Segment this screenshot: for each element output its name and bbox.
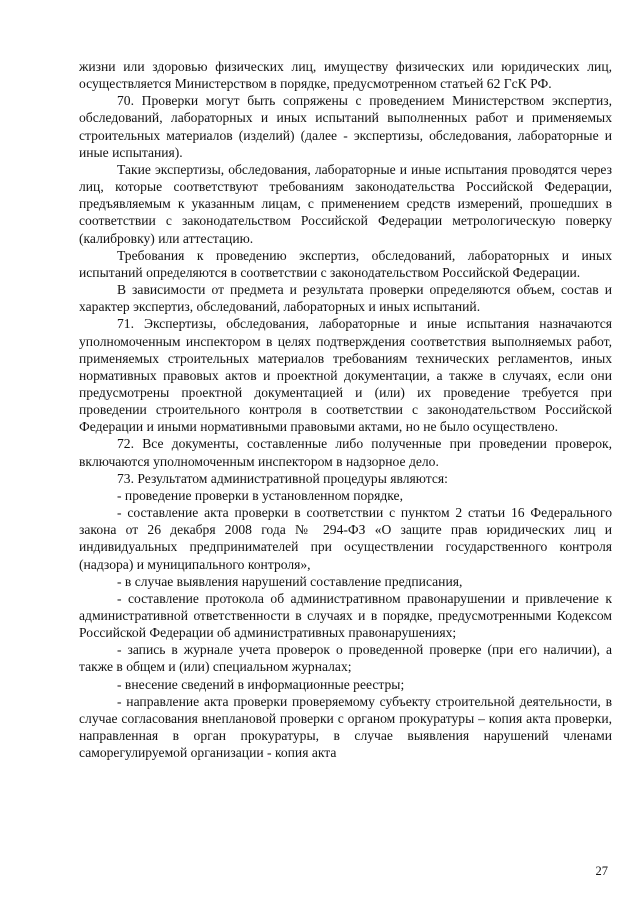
list-item: - внесение сведений в информационные реестры;: [117, 676, 405, 692]
page-number: 27: [595, 864, 608, 878]
paragraph-71: 71. Экспертизы, обследования, лабораторные и иные испытания назначаются уполномоченным инспектором в целях подтверждения соответствия выполняемых работ, применяемых строительных материалов требованиям технических регламентов, иных нормативных правовых актов и проектной документации, а также в случаях, если они предусмотрены проектной документацией и (или) их проведение требуется при проведении строительного контроля в соответствии с законодательством Российской Федерации и иными нормативными правовыми актами, но не было осуществлено.: [79, 316, 612, 435]
list-item: - в случае выявления нарушений составление предписания,: [117, 573, 463, 589]
list-item: - направление акта проверки проверяемому субъекту строительной деятельности, в случае согласования внеплановой проверки с органом прокуратуры – копия акта проверки, направленная в орган прокуратуры, в случае выявления нарушений членами саморегулируемой организации - копия акта: [79, 693, 612, 761]
list-item: - составление протокола об административном правонарушении и привлечение к административной ответственности в случаях и в порядке, предусмотренными Кодексом Российской Федерации об административных правонарушениях;: [79, 590, 612, 641]
list-item: - запись в журнале учета проверок о проведенной проверке (при его наличии), а также в общем и (или) специальном журналах;: [79, 642, 612, 675]
paragraph: Такие экспертизы, обследования, лабораторные и иные испытания проводятся через лиц, которые соответствуют требованиям законодательства Российской Федерации, предъявляемым к указанным лицам, с применением средств измерений, прошедших в соответствии с законодательством Российской Федерации метрологическую поверку (калибровку) или аттестацию.: [79, 161, 612, 246]
paragraph-70: 70. Проверки могут быть сопряжены с проведением Министерством экспертиз, обследований, лабораторных и иных испытаний выполненных работ и применяемых строительных материалов (изделий) (далее - экспертизы, обследования, лабораторные и иные испытания).: [79, 93, 612, 160]
document-body: [79, 58, 612, 761]
list-item: - проведение проверки в установленном порядке,: [117, 487, 403, 503]
paragraph-72: 72. Все документы, составленные либо полученные при проведении проверок, включаются уполномоченным инспектором в надзорное дело.: [79, 436, 612, 469]
paragraph-continuation: жизни или здоровью физических лиц, имуществу физических или юридических лиц, осуществляется Министерством в порядке, предусмотренном статьей 62 ГсК РФ.: [79, 59, 612, 92]
paragraph-73: 73. Результатом административной процедуры являются:: [117, 470, 448, 486]
paragraph: В зависимости от предмета и результата проверки определяются объем, состав и характер экспертиз, обследований, лабораторных и иных испытаний.: [79, 282, 612, 315]
paragraph: Требования к проведению экспертиз, обследований, лабораторных и иных испытаний определяются в соответствии с законодательством Российской Федерации.: [79, 247, 612, 280]
list-item: - составление акта проверки в соответствии с пунктом 2 статьи 16 Федерального закона от 26 декабря 2008 года № 294-ФЗ «О защите прав юридических лиц и индивидуальных предпринимателей при осуществлении государственного контроля (надзора) и муниципального контроля»,: [79, 505, 612, 572]
